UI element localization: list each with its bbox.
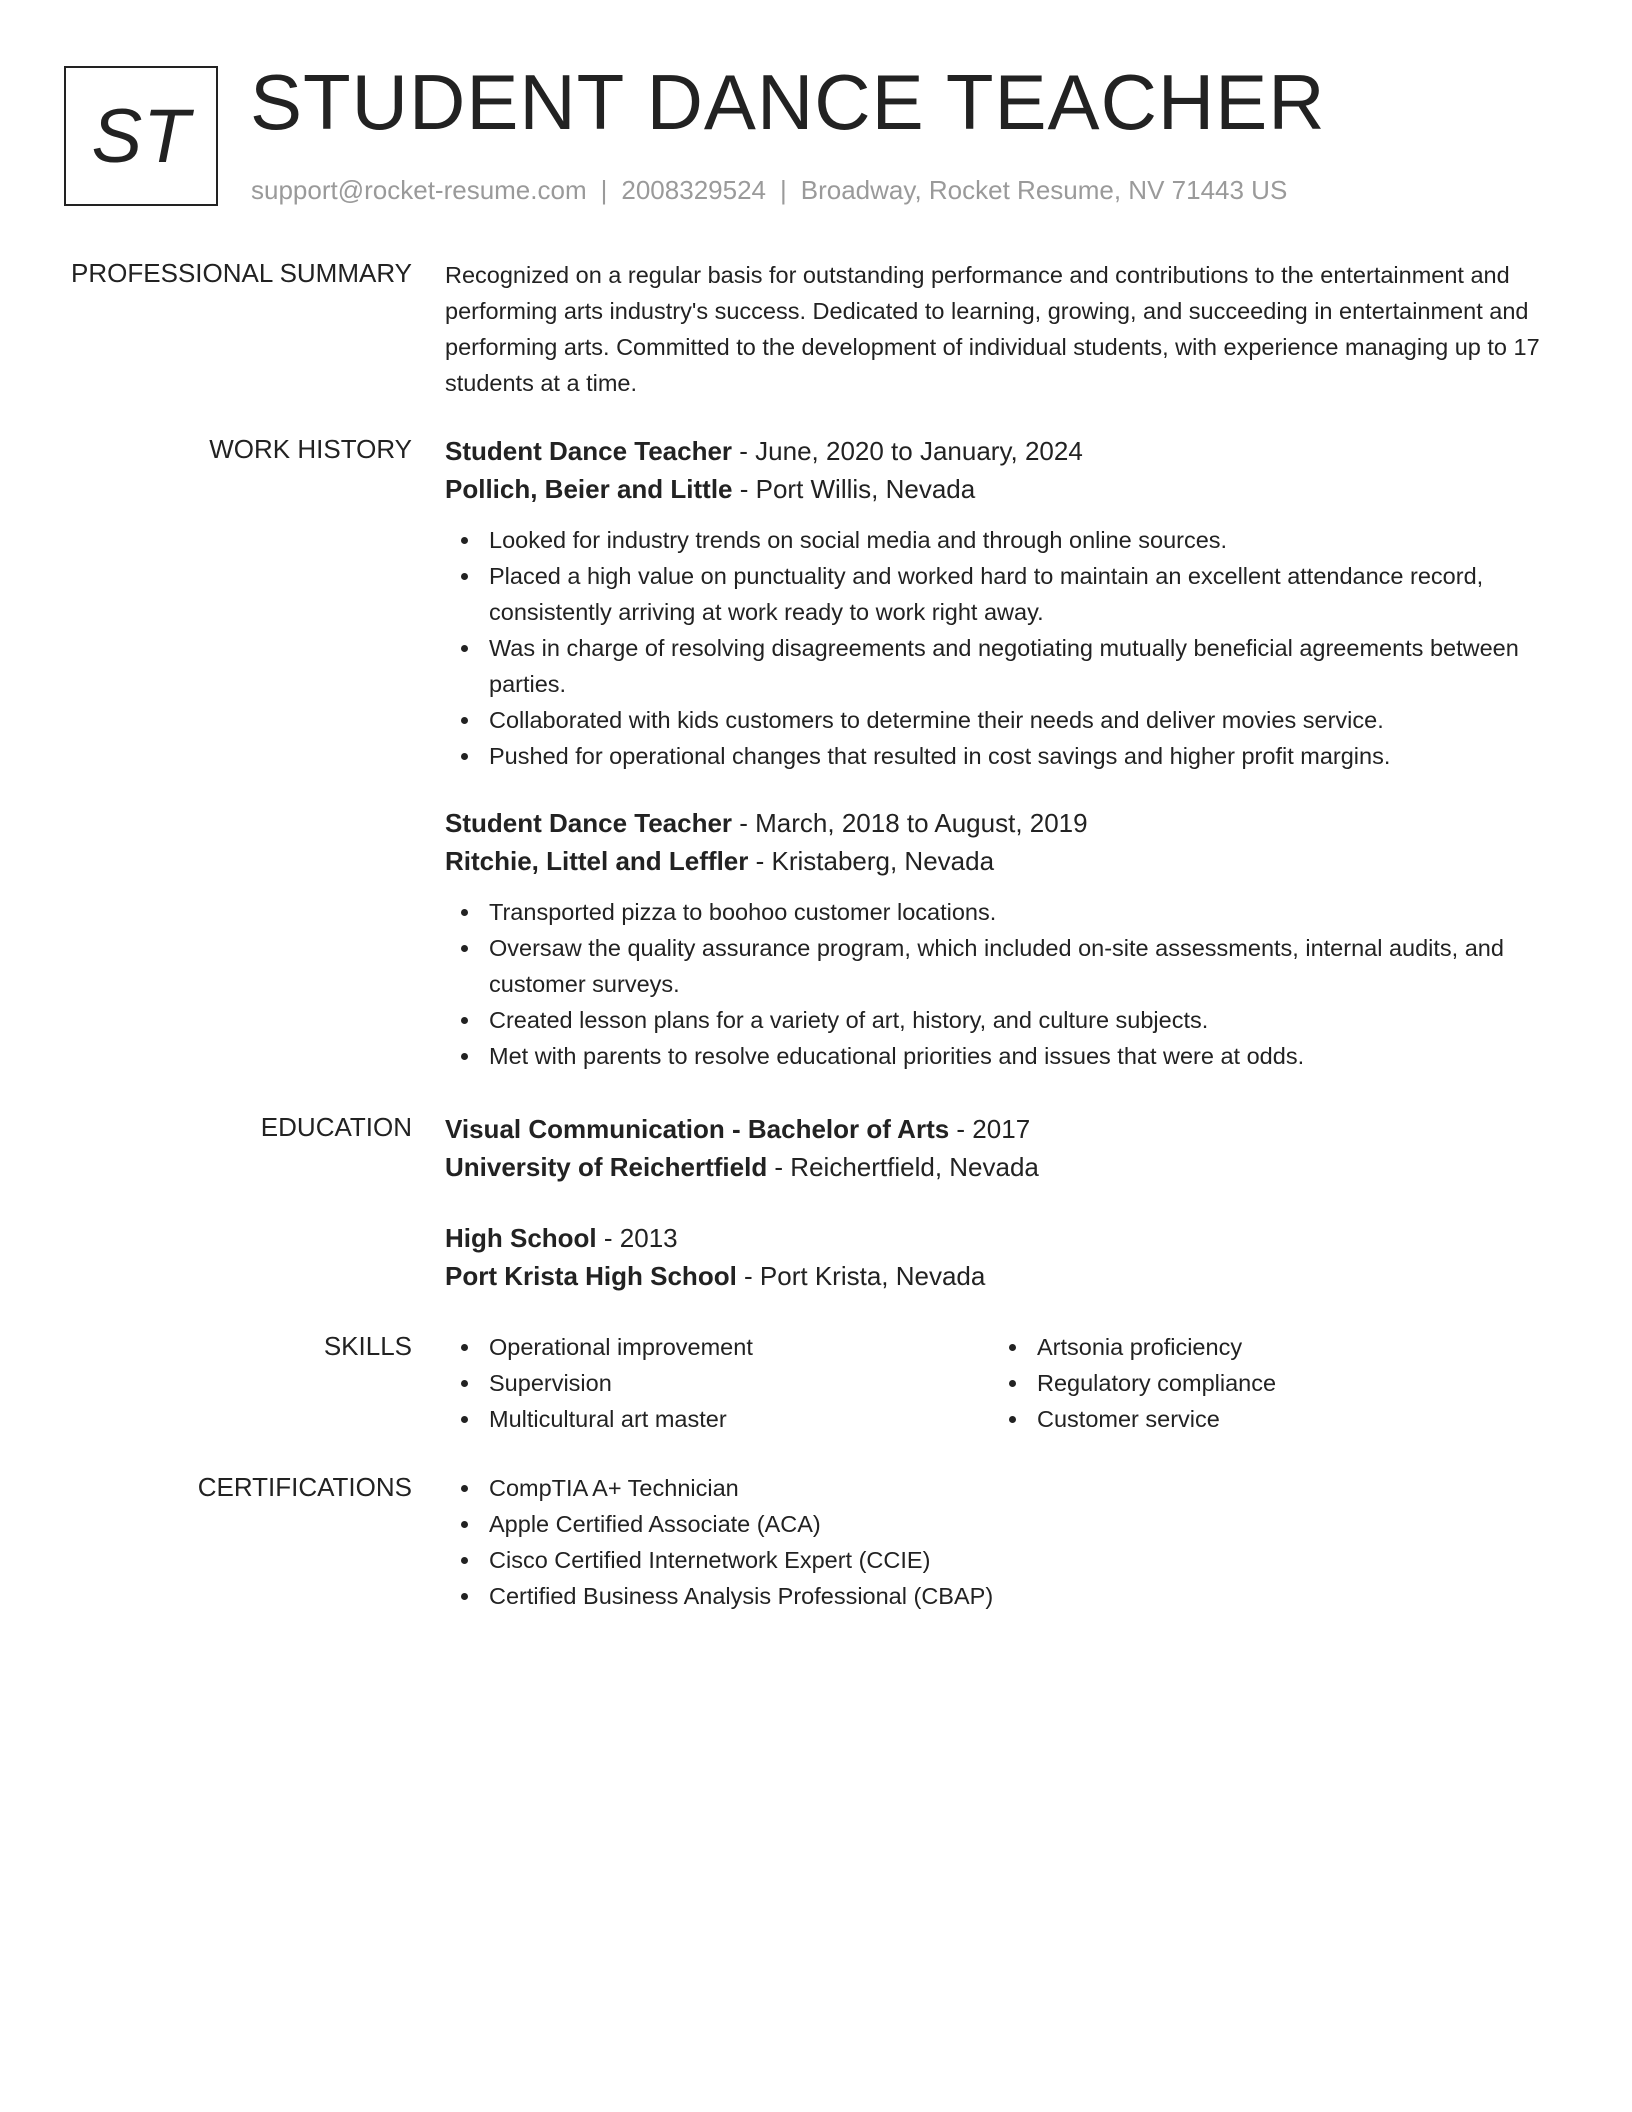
- skill-item: Multicultural art master: [445, 1401, 993, 1437]
- certification-item: Certified Business Analysis Professional (CBAP): [445, 1578, 1555, 1614]
- job-bullet: Placed a high value on punctuality and worked hard to maintain an excellent attendance record, consistently arriving at work ready to work right away.: [445, 558, 1555, 630]
- job-location: - Kristaberg, Nevada: [748, 846, 995, 876]
- certification-item: CompTIA A+ Technician: [445, 1470, 1555, 1506]
- job-company-line: [445, 842, 1555, 880]
- summary-text: Recognized on a regular basis for outstanding performance and contributions to the entertainment and performing arts industry's success. Dedicated to learning, growing, and succeeding in entertainment and performing arts. Committed to the development of individual students, with experience managing up to 17 students at a time.: [445, 262, 1540, 396]
- certification-item: Cisco Certified Internetwork Expert (CCIE): [445, 1542, 1555, 1578]
- skill-item: Operational improvement: [445, 1329, 993, 1365]
- contact-phone: 2008329524: [621, 175, 766, 205]
- education-year: - 2017: [949, 1114, 1031, 1144]
- skill-item: Regulatory compliance: [993, 1365, 1541, 1401]
- contact-address: Broadway, Rocket Resume, NV 71443 US: [800, 175, 1288, 205]
- section-label-certifications: CERTIFICATIONS: [197, 1472, 412, 1502]
- skills-column-left: [445, 1329, 993, 1437]
- job-location: - Port Willis, Nevada: [732, 474, 976, 504]
- job-bullets: [445, 894, 1555, 1074]
- section-label-work-history: WORK HISTORY: [209, 434, 412, 464]
- skills-column-right: [993, 1329, 1541, 1437]
- job-dates: - June, 2020 to January, 2024: [732, 436, 1083, 466]
- skill-item: Supervision: [445, 1365, 993, 1401]
- skill-item: Artsonia proficiency: [993, 1329, 1541, 1365]
- education-location: - Port Krista, Nevada: [736, 1261, 986, 1291]
- job-title-line: [445, 432, 1555, 470]
- candidate-name: STUDENT DANCE TEACHER: [250, 58, 1326, 146]
- contact-separator: |: [600, 175, 608, 205]
- education-year: - 2013: [596, 1223, 678, 1253]
- skill-item: Customer service: [993, 1401, 1541, 1437]
- job-bullet: Collaborated with kids customers to determine their needs and deliver movies service.: [445, 702, 1555, 738]
- job-dates: - March, 2018 to August, 2019: [732, 808, 1088, 838]
- job-bullets: [445, 522, 1555, 774]
- job-company: Pollich, Beier and Little: [445, 474, 733, 504]
- education-school: University of Reichertfield: [445, 1152, 768, 1182]
- education-school-line: [445, 1148, 1555, 1186]
- job-entry: [445, 804, 1555, 1074]
- summary-body: [445, 256, 1555, 401]
- education-degree-line: [445, 1219, 1555, 1257]
- certifications-body: [445, 1470, 1555, 1614]
- education-degree-line: [445, 1110, 1555, 1148]
- section-label-education: EDUCATION: [260, 1112, 412, 1142]
- work-history-body: [445, 432, 1555, 1074]
- certifications-list: [445, 1470, 1555, 1614]
- education-school: Port Krista High School: [445, 1261, 737, 1291]
- job-bullet: Looked for industry trends on social media and through online sources.: [445, 522, 1555, 558]
- section-label-summary: PROFESSIONAL SUMMARY: [71, 258, 412, 288]
- education-school-line: [445, 1257, 1555, 1295]
- education-location: - Reichertfield, Nevada: [767, 1152, 1039, 1182]
- monogram-initials: ST: [91, 93, 191, 179]
- job-bullet: Was in charge of resolving disagreements and negotiating mutually beneficial agreements between parties.: [445, 630, 1555, 702]
- contact-line: [251, 172, 1287, 208]
- education-entry: [445, 1219, 1555, 1295]
- job-bullet: Created lesson plans for a variety of art, history, and culture subjects.: [445, 1002, 1555, 1038]
- job-bullet: Oversaw the quality assurance program, which included on-site assessments, internal audits, and customer surveys.: [445, 930, 1555, 1002]
- job-title-line: [445, 804, 1555, 842]
- education-body: [445, 1110, 1555, 1295]
- education-degree: High School: [445, 1223, 597, 1253]
- education-degree: Visual Communication - Bachelor of Arts: [445, 1114, 950, 1144]
- section-label-skills: SKILLS: [323, 1331, 412, 1361]
- job-company: Ritchie, Littel and Leffler: [445, 846, 749, 876]
- job-bullet: Transported pizza to boohoo customer locations.: [445, 894, 1555, 930]
- job-title: Student Dance Teacher: [445, 808, 733, 838]
- certification-item: Apple Certified Associate (ACA): [445, 1506, 1555, 1542]
- job-bullet: Pushed for operational changes that resulted in cost savings and higher profit margins.: [445, 738, 1555, 774]
- job-bullet: Met with parents to resolve educational priorities and issues that were at odds.: [445, 1038, 1555, 1074]
- skills-body: [445, 1329, 1555, 1437]
- job-entry: [445, 432, 1555, 774]
- job-company-line: [445, 470, 1555, 508]
- monogram-box: [64, 66, 218, 206]
- job-title: Student Dance Teacher: [445, 436, 733, 466]
- education-entry: [445, 1110, 1555, 1186]
- contact-email: support@rocket-resume.com: [251, 175, 587, 205]
- contact-separator: |: [780, 175, 787, 205]
